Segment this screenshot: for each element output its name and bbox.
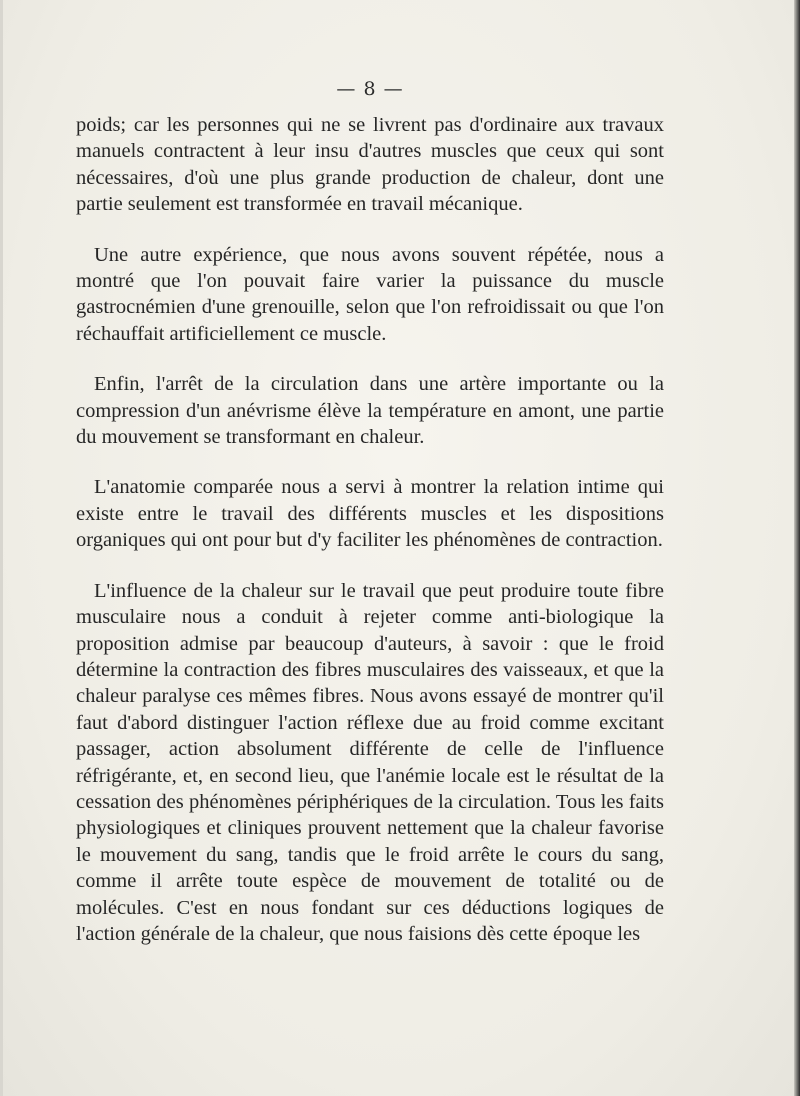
page-number: — 8 — [336,78,404,100]
paragraph-1: poids; car les personnes qui ne se livrent pas d'ordinaire aux travaux manuels contractent à leur insu d'autres muscles que ceux qui sont nécessaires, d'où une plus grande production de chaleur, dont une partie seulement est transformée en travail mécanique. [76,114,664,216]
paragraph-4: L'anatomie comparée nous a servi à montrer la relation intime qui existe entre le travail des différents muscles et les dispositions organiques qui ont pour but d'y faciliter les phénomènes de contraction. [76,476,664,552]
page-left-edge [0,0,3,1096]
page-right-edge [794,0,800,1096]
paragraph-5: L'influence de la chaleur sur le travail que peut produire toute fibre musculaire nous a conduit à rejeter comme anti-biologique la proposition admise par beaucoup d'auteurs, à savoir : que le froid détermine la contraction des fibres musculaires des vaisseaux, et que la chaleur paralyse ces mêmes fibres. Nous avons essayé de montrer qu'il faut d'abord distinguer l'action réflexe due au froid comme excitant passager, action absolument différente de celle de l'influence réfrigérante, et, en second lieu, que l'anémie locale est le résultat de la cessation des phénomènes périphériques de la circulation. Tous les faits physiologiques et cliniques prouvent nettement que la chaleur favorise le mouvement du sang, tandis que le froid arrête le cours du sang, comme il arrête toute espèce de mouvement de totalité ou de molécules. C'est en nous fondant sur ces déductions logiques de l'action générale de la chaleur, que nous faisions dès cette époque les [76,579,664,945]
body-text [76,112,664,971]
paragraph-3: Enfin, l'arrêt de la circulation dans une artère importante ou la compression d'un anévrisme élève la température en amont, une partie du mouvement se transformant en chaleur. [76,373,664,449]
paragraph-2: Une autre expérience, que nous avons souvent répétée, nous a montré que l'on pouvait faire varier la puissance du muscle gastrocnémien d'une grenouille, selon que l'on refroidissait ou que l'on réchauffait artificiellement ce muscle. [76,243,664,345]
